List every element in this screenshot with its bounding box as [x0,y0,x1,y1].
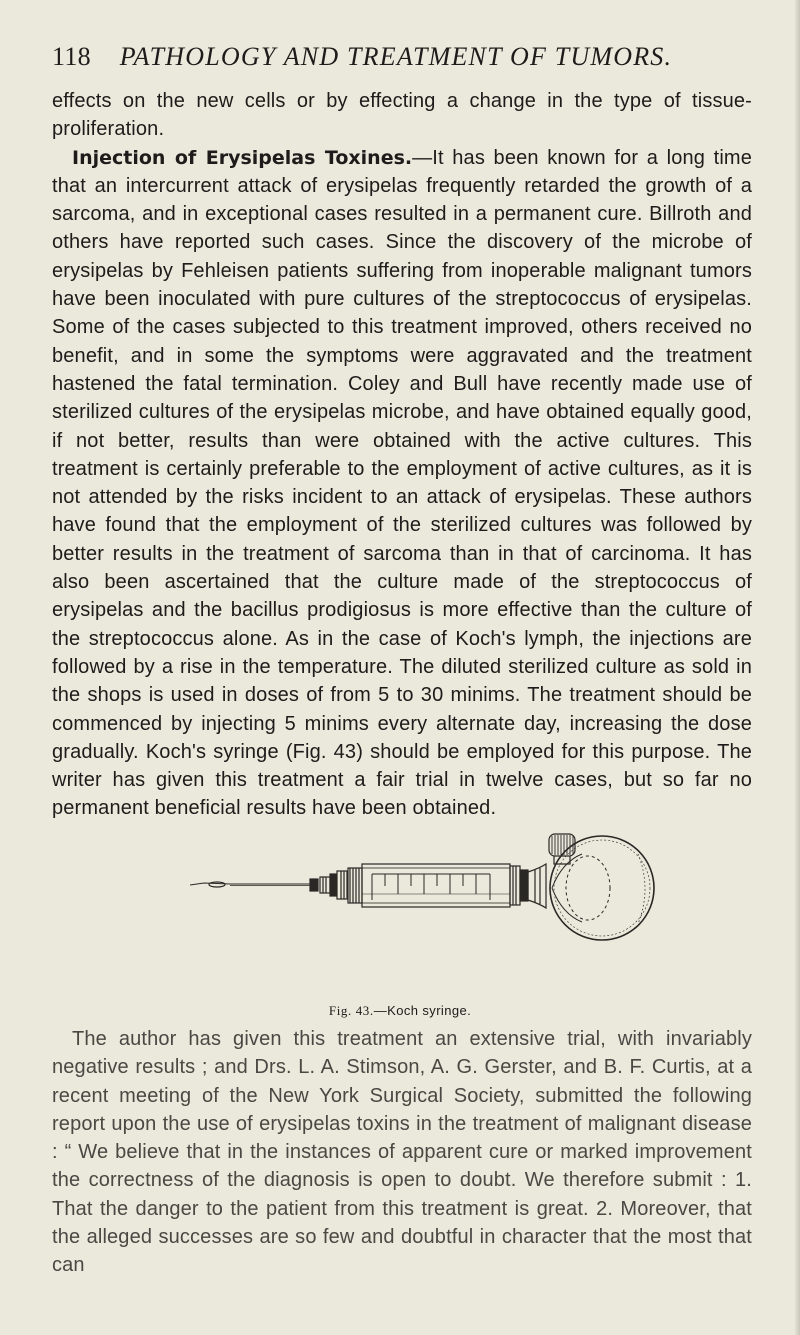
hub-collar-2 [320,877,330,893]
figure-koch-syringe [190,824,660,1000]
hub-collar-3 [330,874,336,896]
running-header [52,40,752,74]
paragraph-author-trial: The author has given this treatment an extensive trial, with invariably negative results ; and Drs. L. A. Stimson, A. G. Gerster, and B. F. Curtis, at a recent meeting of the New York Surgical Society, submitted the following report upon the use of erysipelas toxins in the treatment of malignant disease : “ We believe that in the instances of apparent cure or marked improvement the correctness of the diagnosis is open to doubt. We therefore submit : 1. That the danger to the patient from this treatment is great. 2. Moreover, that the alleged successes are so few and doubtful in character that the most that can [52,1028,752,1277]
rear-collar [510,866,520,905]
rear-collar-dark [520,870,528,901]
paragraph-continued: effects on the new cells or by effecting a change in the type of tissue-proliferation. [52,90,752,141]
hub-collar-1 [310,879,318,891]
paragraph-erysipelas-text: —It has been known for a long time that an intercurrent attack of erysipelas frequently retarded the growth of a sarcoma, and in exceptional cases resulted in a permanent cure. Billroth and others have reported such cases. Since the discovery of the microbe of erysipelas by Fehleisen patients suffering from inoperable malignant tumors have been inoculated with pure cultures of the streptococcus of erysipelas. Some of the cases subjected to this treatment improved, others received no benefit, and in some the symptoms were aggravated and the treatment hastened the fatal termination. Coley and Bull have recently made use of sterilized cultures of the erysipelas microbe, and have obtained equally good, if not better, results than were obtained with the active cultures. This treatment is certainly preferable to the employment of active cultures, as it is not attended by the risks incident to an attack of erysipelas. These authors have found that the employment of the sterilized cultures was followed by better results in the treatment of sarcoma than in that of carcinoma. It has also been ascertained that the culture made of the streptococcus of erysipelas and the bacillus prodigiosus is more effective than the culture of the streptococcus alone. As in the case of Koch's lymph, the injections are followed by a rise in the temperature. The diluted sterilized culture as sold in the shops is used in doses of from 5 to 30 minims. The treatment should be commenced by injecting 5 minims every alternate day, increasing the dose gradually. Koch's syringe (Fig. 43) should be employed for this purpose. The writer has given this treatment a fair trial in twelve cases, but so far no permanent beneficial results have been obtained. [52,146,752,820]
paragraph-erysipelas [52,144,752,823]
body-text-lower [52,1025,752,1280]
koch-syringe-illustration [190,824,660,1000]
syringe-needle [190,883,310,885]
running-title: PATHOLOGY AND TREATMENT OF TUMORS. [119,42,673,71]
figure-caption [0,1003,800,1019]
figure-caption-text: —Koch syringe. [373,1003,472,1018]
needle-tip-ring [209,882,225,887]
valve-cap [549,834,575,856]
page-edge-shadow [794,0,800,1335]
barrel-graduations [372,874,490,900]
ball-neck [528,864,546,908]
body-text-upper [52,87,752,823]
figure-label: Fig. 43. [328,1003,374,1018]
page-number: 118 [52,42,91,71]
section-heading: Injection of Erysipelas Toxines. [72,146,413,169]
syringe-barrel [362,864,510,907]
hub-collar-4 [337,871,347,899]
ball-inner-shadow [566,856,610,920]
